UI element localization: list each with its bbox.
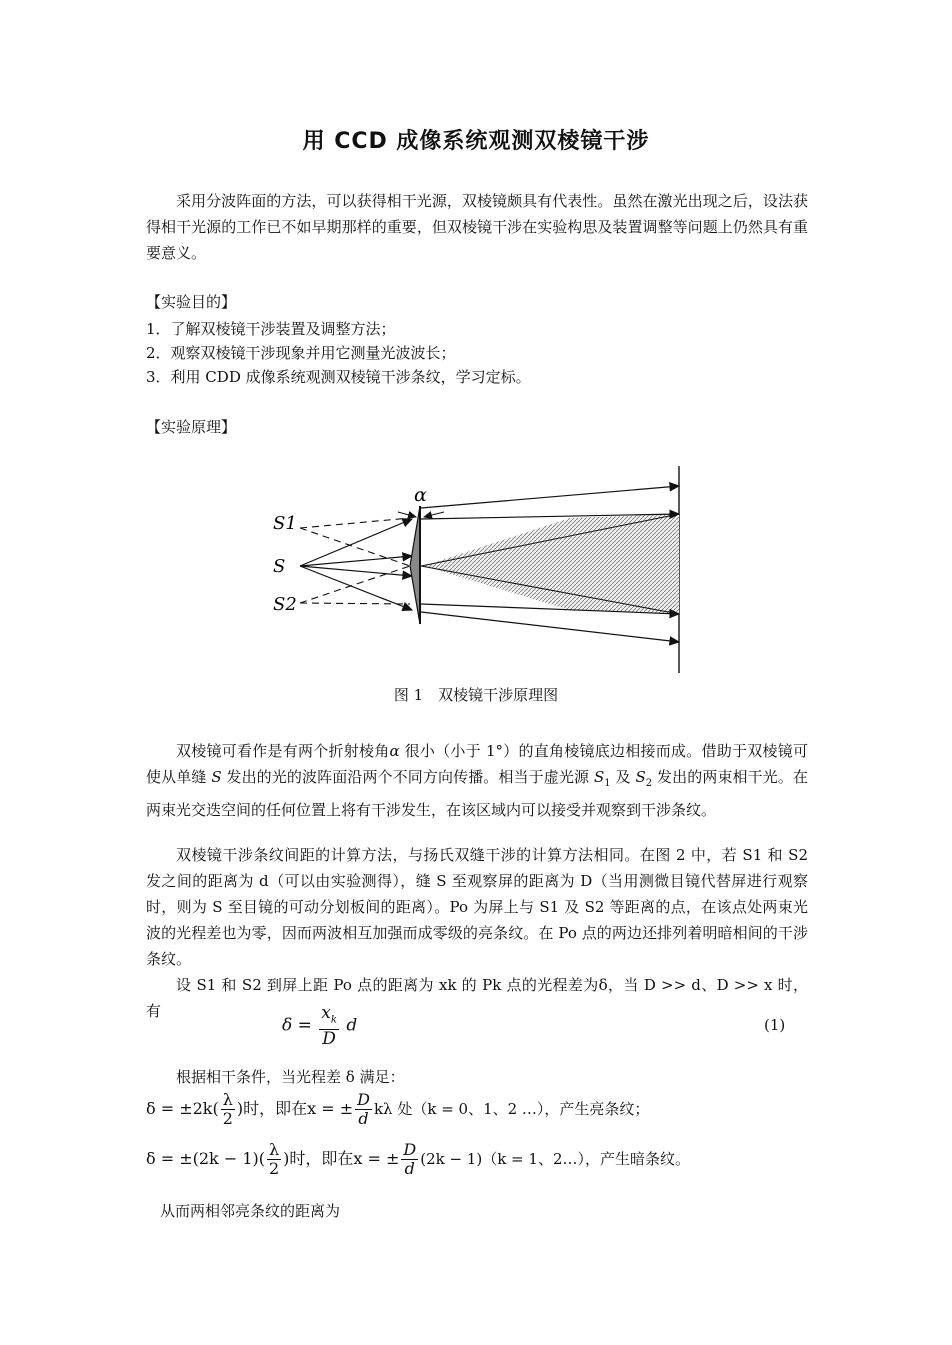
dark-fringe-condition: δ = ±(2k − 1)( $\frac{\lambda}{2}$ )时，即在x = ± $\frac{D}{d}$ (2k − 1)（k = 1、2…），产生暗条纹。 [146, 1140, 690, 1178]
purpose-item-3: 3．利用 CDD 成像系统观测双棱镜干涉条纹，学习定标。 [146, 368, 531, 386]
interference-region [424, 514, 679, 614]
purpose-item-1: 1．了解双棱镜干涉装置及调整方法； [146, 320, 396, 338]
purpose-item-2: 2．观察双棱镜干涉现象并用它测量光波波长； [146, 344, 456, 362]
paragraph-adjacent-fringes: 从而两相邻亮条纹的距离为 [160, 1202, 341, 1220]
paragraph-fringe-spacing: 双棱镜干涉条纹间距的计算方法，与扬氏双缝干涉的计算方法相同。在图 2 中，若 S1 和 S2 发之间的距离为 d（可以由实验测得），缝 S 至观察屏的距离为 D（当用测微目镜代替屏进行观察时，则为 S 至目镜的可动分划板间的距离）。Po 为屏上与 S1 及 S2 等距离的点，在该点处两束光波的光程差也为零，因而两波相互加强而成零级的亮条纹。在 Po 点的两边还排列着明暗相间的干涉条纹。 [146, 846, 808, 968]
s-label: S [273, 556, 286, 577]
paragraph-coherence: 根据相干条件，当光程差 δ 满足： [176, 1068, 405, 1086]
equation-number: (1) [764, 1016, 786, 1034]
intro-paragraph: 采用分波阵面的方法，可以获得相干光源，双棱镜颇具有代表性。虽然在激光出现之后，设法获得相干光源的工作已不如早期那样的重要，但双棱镜干涉在实验构思及装置调整等问题上仍然具有重要意义。 [146, 192, 808, 262]
equation-1: δ = $\frac{x_k}{D}$ d [282, 1003, 358, 1050]
paragraph-path-difference: 设 S1 和 S2 到屏上距 Po 点的距离为 xk 的 Pk 点的光程差为δ，当 D >> d、D >> x 时，有 [146, 976, 808, 1020]
principle-heading: 【实验原理】 [146, 418, 237, 436]
biprism [410, 506, 420, 624]
bright-fringe-condition: δ = ±2k( $\frac{\lambda}{2}$ )时，即在x = ± $\frac{D}{d}$ kλ 处（k = 0、1、2 …），产生亮条纹； [146, 1090, 650, 1128]
s2-label: S2 [273, 594, 297, 615]
page-title: 用 CCD 成像系统观测双棱镜干涉 [302, 129, 650, 154]
alpha-label: α [414, 484, 427, 506]
figure-caption: 图 1 双棱镜干涉原理图 [393, 686, 559, 704]
paragraph-biprism: 双棱镜可看作是有两个折射棱角α 很小（小于 1°）的直角棱镜底边相接而成。借助于双棱镜可使从单缝 S 发出的光的波阵面沿两个不同方向传播。相当于虚光源 $S_1$ 及 $S_2$ 发出的两束相干光。在两束光交迭空间的任何位置上将有干涉发生，在该区域内可以接受并观察到干涉条纹。 [146, 742, 808, 819]
purpose-heading: 【实验目的】 [146, 293, 237, 311]
s1-label: S1 [273, 513, 297, 534]
